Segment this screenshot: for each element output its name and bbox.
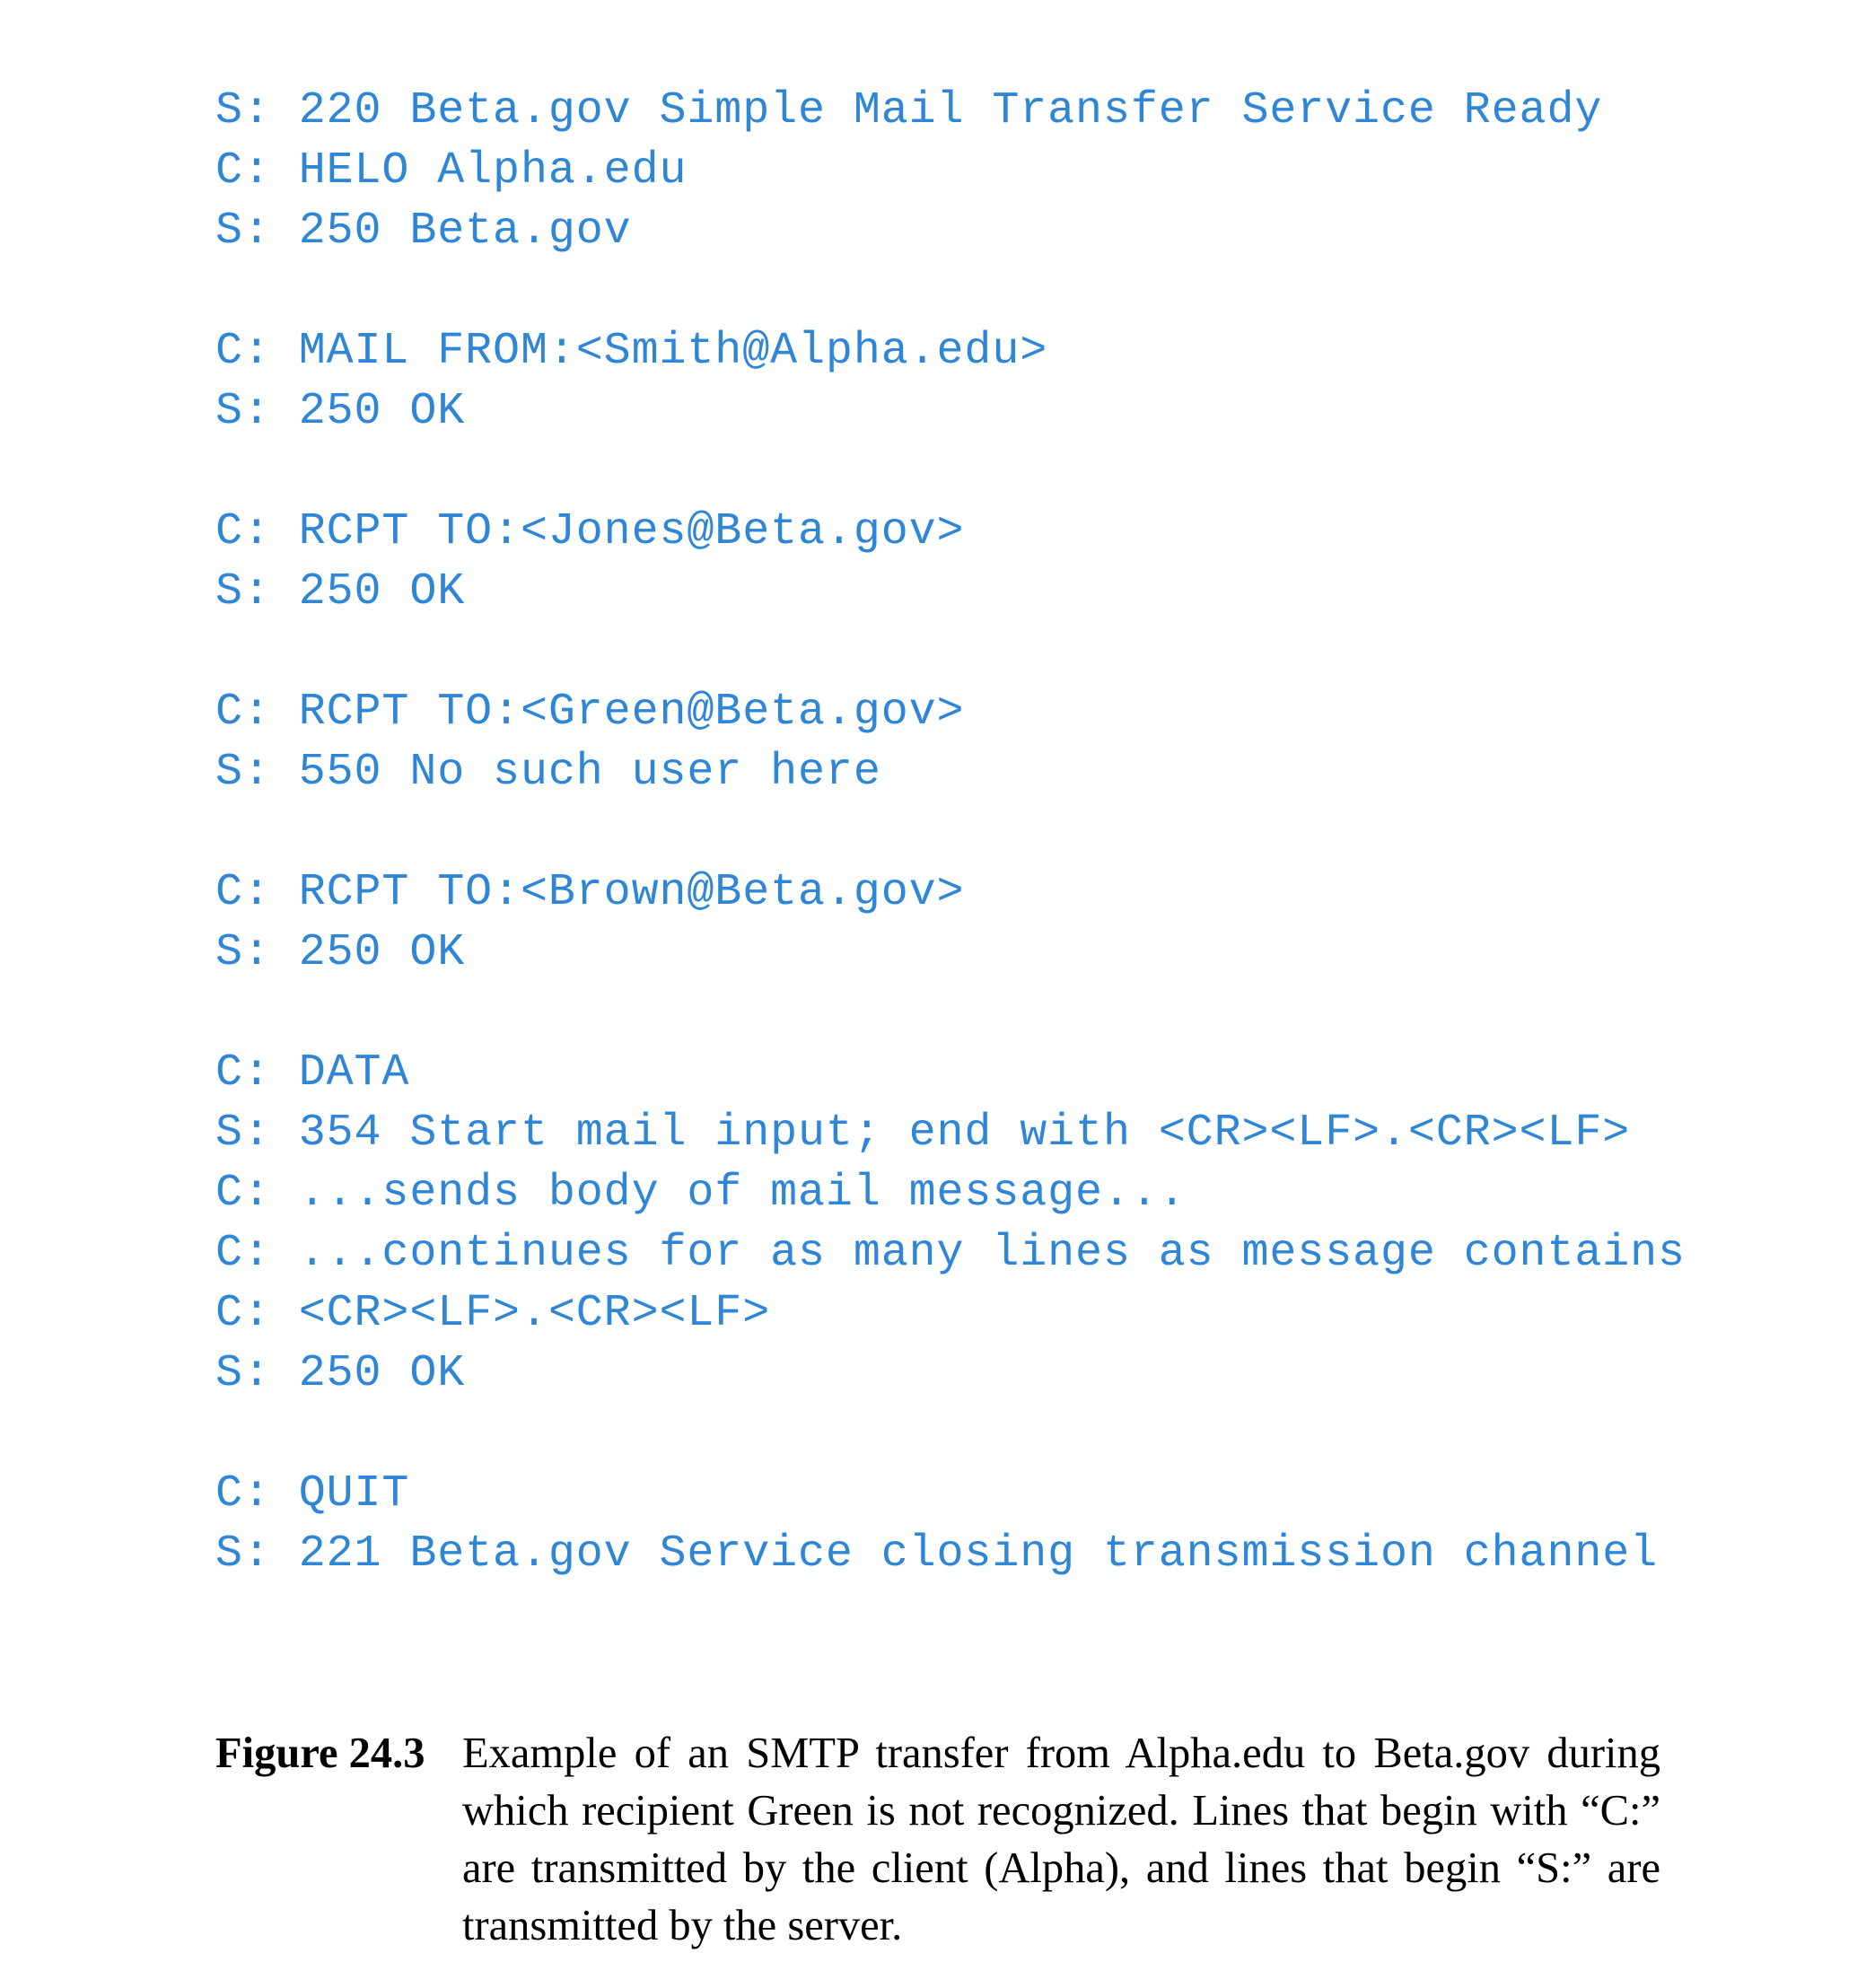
speaker-prefix: C: xyxy=(215,1047,271,1099)
speaker-prefix: S: xyxy=(215,566,271,617)
speaker-prefix: C: xyxy=(215,506,271,557)
speaker-prefix: C: xyxy=(215,687,271,738)
line-text: QUIT xyxy=(298,1468,410,1519)
server-line xyxy=(215,1524,1686,1584)
figure-label: Figure 24.3 xyxy=(215,1730,425,1777)
speaker-prefix: S: xyxy=(215,1108,271,1159)
server-line xyxy=(215,1103,1686,1163)
line-text: 221 Beta.gov Service closing transmission channel xyxy=(298,1528,1659,1580)
client-line xyxy=(215,1043,1686,1103)
speaker-prefix: S: xyxy=(215,1528,271,1580)
speaker-prefix: C: xyxy=(215,1288,271,1339)
server-line xyxy=(215,381,1686,442)
server-line xyxy=(215,742,1686,802)
client-line xyxy=(215,863,1686,923)
client-line xyxy=(215,1163,1686,1223)
figure-caption-text: Example of an SMTP transfer from Alpha.edu to Beta.gov during which recipient Green is not recognized. Lines that begin with “C:” are transmitted by the client (Alpha), and lines that begin “S:” are transmitted by the server. xyxy=(462,1730,1660,1949)
blank-line xyxy=(215,802,1686,863)
server-line xyxy=(215,1344,1686,1404)
speaker-prefix: S: xyxy=(215,1348,271,1399)
line-text: ...continues for as many lines as message contains xyxy=(298,1228,1686,1279)
blank-line xyxy=(215,442,1686,502)
line-text: 250 OK xyxy=(298,1348,466,1399)
figure-caption xyxy=(215,1725,1660,1955)
line-text: 220 Beta.gov Simple Mail Transfer Service Ready xyxy=(298,85,1603,136)
server-line xyxy=(215,923,1686,983)
line-text: 354 Start mail input; end with <CR><LF>.<CR><LF> xyxy=(298,1108,1631,1159)
line-text: RCPT TO:<Jones@Beta.gov> xyxy=(298,506,965,557)
server-line xyxy=(215,562,1686,622)
speaker-prefix: S: xyxy=(215,85,271,136)
server-line xyxy=(215,81,1686,141)
line-text: 250 OK xyxy=(298,566,466,617)
line-text: 250 OK xyxy=(298,927,466,978)
speaker-prefix: C: xyxy=(215,1468,271,1519)
line-text: DATA xyxy=(298,1047,410,1099)
blank-line xyxy=(215,261,1686,321)
blank-line xyxy=(215,1404,1686,1464)
blank-line xyxy=(215,622,1686,682)
line-text: RCPT TO:<Brown@Beta.gov> xyxy=(298,867,965,918)
line-text: MAIL FROM:<Smith@Alpha.edu> xyxy=(298,326,1048,377)
speaker-prefix: S: xyxy=(215,927,271,978)
line-text: RCPT TO:<Green@Beta.gov> xyxy=(298,687,965,738)
server-line xyxy=(215,201,1686,261)
speaker-prefix: S: xyxy=(215,206,271,257)
client-line xyxy=(215,1464,1686,1524)
speaker-prefix: S: xyxy=(215,747,271,798)
smtp-transcript xyxy=(215,81,1686,1584)
line-text: <CR><LF>.<CR><LF> xyxy=(298,1288,771,1339)
client-line xyxy=(215,141,1686,201)
speaker-prefix: C: xyxy=(215,145,271,197)
speaker-prefix: C: xyxy=(215,867,271,918)
client-line xyxy=(215,1283,1686,1344)
client-line xyxy=(215,682,1686,742)
line-text: HELO Alpha.edu xyxy=(298,145,688,197)
line-text: 250 OK xyxy=(298,386,466,437)
speaker-prefix: S: xyxy=(215,386,271,437)
speaker-prefix: C: xyxy=(215,1168,271,1219)
speaker-prefix: C: xyxy=(215,326,271,377)
line-text: 250 Beta.gov xyxy=(298,206,632,257)
client-line xyxy=(215,321,1686,381)
speaker-prefix: C: xyxy=(215,1228,271,1279)
line-text: 550 No such user here xyxy=(298,747,881,798)
client-line xyxy=(215,502,1686,562)
blank-line xyxy=(215,983,1686,1043)
line-text: ...sends body of mail message... xyxy=(298,1168,1187,1219)
client-line xyxy=(215,1223,1686,1283)
